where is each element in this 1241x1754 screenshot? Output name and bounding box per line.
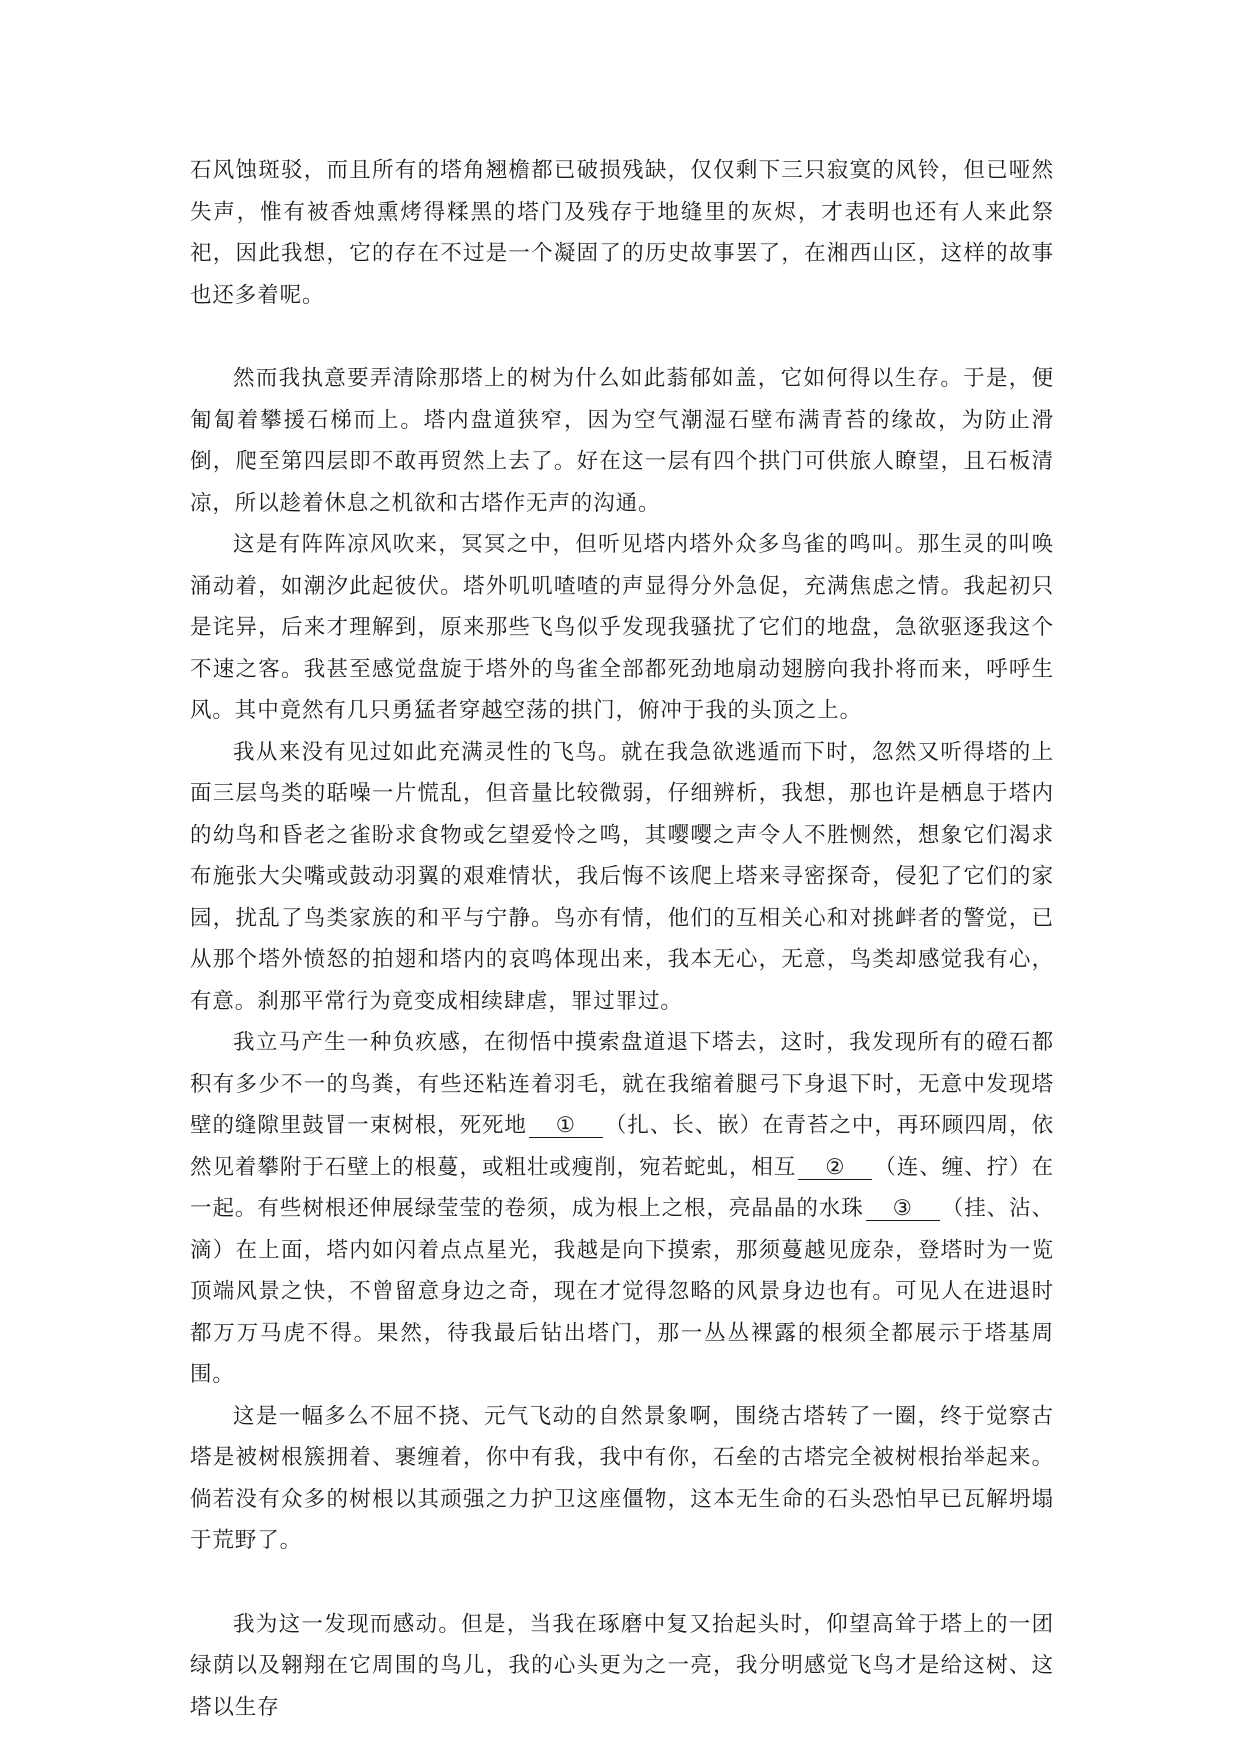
paragraph-1: 石风蚀斑驳，而且所有的塔角翘檐都已破损残缺，仅仅剩下三只寂寞的风铃，但已哑然失声，惟有被香烛熏烤得糅黑的塔门及残存于地缝里的灰烬，才表明也还有人来此祭祀，因此我想，它的存在不过是一个凝固了的历史故事罢了，在湘西山区，这样的故事也还多着呢。 bbox=[190, 158, 1054, 308]
document-page bbox=[190, 150, 1054, 1728]
paragraph-5-text-1: 我立马产生一种负疚感，在彻悟中摸索盘道退下塔去，这时，我发现所有的磴石都积有多少不一的鸟粪，有些还粘连着羽毛，就在我缩着腿弓下身退下时，无意中发现塔壁的缝隙里鼓冒一束树根，死死地 bbox=[190, 1030, 1054, 1138]
paragraph-5-text-2: （扎、长、嵌）在青苔之中，再环顾四周，依然见着攀附于石壁上的根蔓，或粗壮或瘦削，宛若蛇虬，相互 bbox=[190, 1113, 1054, 1180]
paragraph-3: 这是有阵阵凉风吹来，冥冥之中，但听见塔内塔外众多鸟雀的鸣叫。那生灵的叫唤涌动着，如潮汐此起彼伏。塔外叽叽喳喳的声显得分外急促，充满焦虑之情。我起初只是诧异，后来才理解到，原来那些飞鸟似乎发现我骚扰了它们的地盘，急欲驱逐我这个不速之客。我甚至感觉盘旋于塔外的鸟雀全部都死劲地扇动翅膀向我扑将而来，呼呼生风。其中竟然有几只勇猛者穿越空荡的拱门，俯冲于我的头顶之上。 bbox=[190, 532, 1054, 723]
fill-in-blank-2: ② bbox=[798, 1157, 872, 1180]
paragraph-5-text-4: （挂、沾、滴）在上面，塔内如闪着点点星光，我越是向下摸索，那须蔓越见庞杂，登塔时为一览顶端风景之快，不曾留意身边之奇，现在才觉得忽略的风景身边也有。可见人在进退时都万万马虎不得。果然，待我最后钻出塔门，那一丛丛裸露的根须全都展示于塔基周围。 bbox=[190, 1196, 1054, 1387]
fill-in-blank-1: ① bbox=[529, 1115, 603, 1138]
paragraph-4: 我从来没有见过如此充满灵性的飞鸟。就在我急欲逃遁而下时，忽然又听得塔的上面三层鸟类的聒噪一片慌乱，但音量比较微弱，仔细辨析，我想，那也许是栖息于塔内的幼鸟和昏老之雀盼求食物或乞望爱怜之鸣，其嘤嘤之声令人不胜恻然，想象它们渴求布施张大尖嘴或鼓动羽翼的艰难情状，我后悔不该爬上塔来寻密探奇，侵犯了它们的家园，扰乱了鸟类家族的和平与宁静。鸟亦有情，他们的互相关心和对挑衅者的警觉，已从那个塔外愤怒的拍翅和塔内的哀鸣体现出来，我本无心，无意，鸟类却感觉我有心，有意。刹那平常行为竟变成相续肆虐，罪过罪过。 bbox=[190, 739, 1054, 1014]
paragraph-gap bbox=[190, 1562, 1054, 1604]
paragraph-5 bbox=[190, 1022, 1054, 1396]
paragraph-gap bbox=[190, 316, 1054, 358]
paragraph-5-text-3: （连、缠、拧）在一起。有些树根还伸展绿莹莹的卷须，成为根上之根，亮晶晶的水珠 bbox=[190, 1154, 1054, 1221]
paragraph-2: 然而我执意要弄清除那塔上的树为什么如此蓊郁如盖，它如何得以生存。于是，便匍匐着攀援石梯而上。塔内盘道狭窄，因为空气潮湿石壁布满青苔的缘故，为防止滑倒，爬至第四层即不敢再贸然上去了。好在这一层有四个拱门可供旅人瞭望，且石板清凉，所以趁着休息之机欲和古塔作无声的沟通。 bbox=[190, 366, 1054, 516]
paragraph-7: 我为这一发现而感动。但是，当我在琢磨中复又抬起头时，仰望高耸于塔上的一团绿荫以及翱翔在它周围的鸟儿，我的心头更为之一亮，我分明感觉飞鸟才是给这树、这塔以生存 bbox=[190, 1611, 1054, 1720]
fill-in-blank-3: ③ bbox=[866, 1198, 940, 1221]
paragraph-6: 这是一幅多么不屈不挠、元气飞动的自然景象啊，围绕古塔转了一圈，终于觉察古塔是被树根簇拥着、裹缠着，你中有我，我中有你，石垒的古塔完全被树根抬举起来。倘若没有众多的树根以其顽强之力护卫这座僵物，这本无生命的石头恐怕早已瓦解坍塌于荒野了。 bbox=[190, 1403, 1054, 1553]
